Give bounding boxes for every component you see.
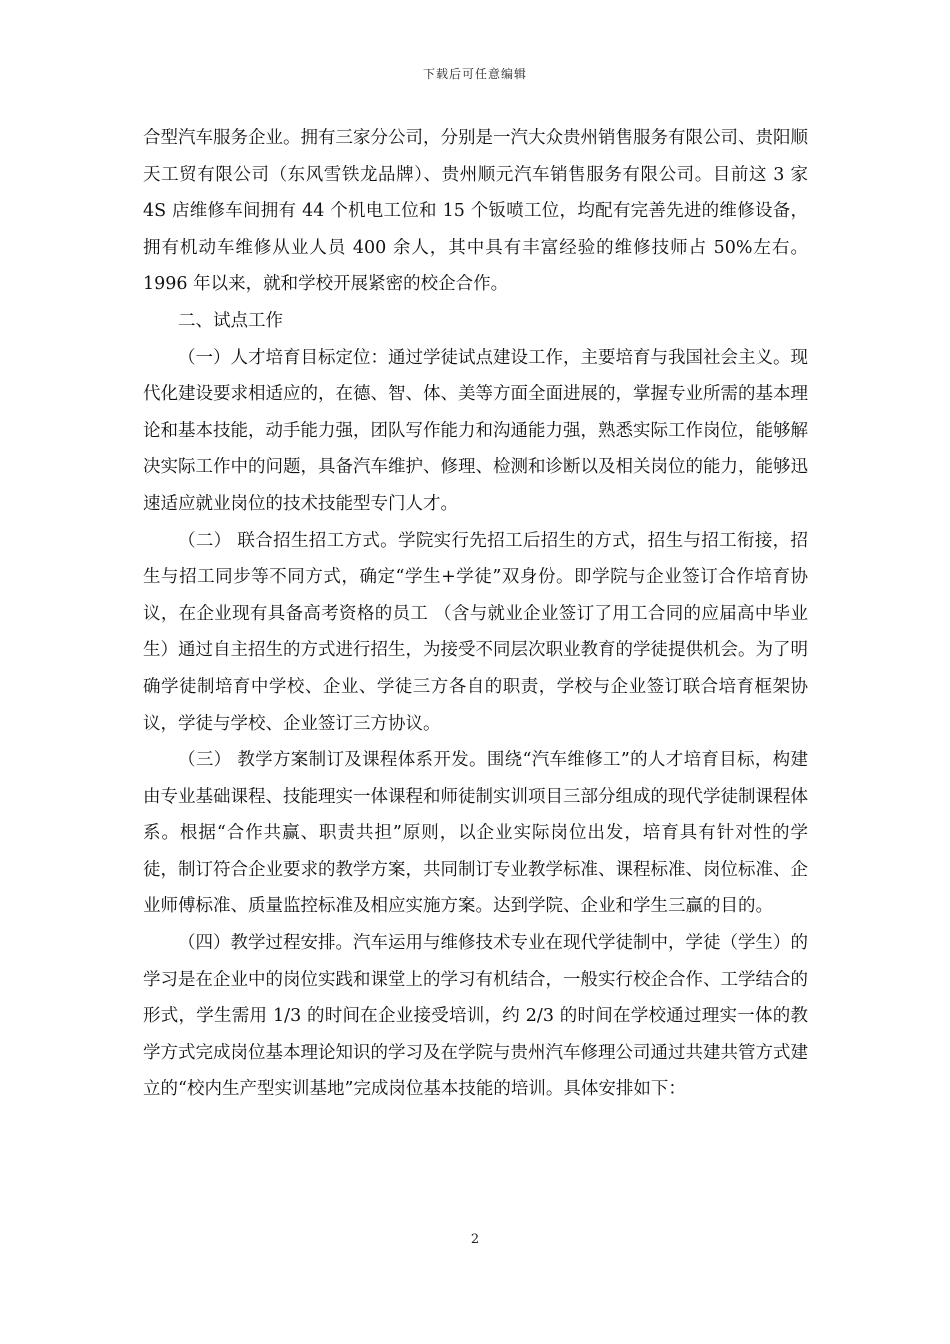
paragraph-training-goal: （一）人才培育目标定位：通过学徒试点建设工作，主要培育与我国社会主义。现代化建设要求相适应的，在德、智、体、美等方面全面进展的，掌握专业所需的基本理论和基本技能，动手能力强，团队写作能力和沟通能力强，熟悉实际工作岗位，能够解决实际工作中的问题，具备汽车维护、修理、检测和诊断以及相关岗位的能力，能够迅速适应就业岗位的技术技能型专门人才。	[143, 347, 808, 514]
paragraph-curriculum: （三） 教学方案制订及课程体系开发。围绕“汽车维修工”的人才培育目标，构建由专业基础课程、技能理实一体课程和师徒制实训项目三部分组成的现代学徒制课程体系。根据“合作共赢、职责共担”原则，以企业实际岗位出发，培育具有针对性的学徒，制订符合企业要求的教学方案，共同制订专业教学标准、课程标准、岗位标准、企业师傅标准、质量监控标准及相应实施方案。达到学院、企业和学生三赢的目的。	[143, 750, 808, 917]
page-number: 2	[470, 1232, 480, 1247]
section-heading-pilot-work: 二、试点工作	[178, 310, 283, 331]
paragraph-joint-enrollment: （二） 联合招生招工方式。学院实行先招工后招生的方式，招生与招工衔接，招生与招工同步等不同方式，确定“学生+学徒”双身份。即学院与企业签订合作培育协议，在企业现有具备高考资格的员工 （含与就业企业签订了用工合同的应届高中毕业生）通过自主招生的方式进行招生，为接受不同层次职业教育的学徒提供机会。为了明确学徒制培育中学校、企业、学徒三方各自的职责，学校与企业签订联合培育框架协议，学徒与学校、企业签订三方协议。	[143, 530, 808, 734]
paragraph-teaching-process: （四）教学过程安排。汽车运用与维修技术专业在现代学徒制中，学徒（学生）的学习是在企业中的岗位实践和课堂上的学习有机结合，一般实行校企合作、工学结合的形式，学生需用 1/3 的时间在企业接受培训，约 2/3 的时间在学校通过理实一体的教学方式完成岗位基本理论知识的学习及在学院与贵州汽车修理公司通过共建共管方式建立的“校内生产型实训基地”完成岗位基本技能的培训。具体安排如下：	[143, 933, 808, 1100]
document-body	[143, 120, 808, 1108]
paragraph-company-intro: 合型汽车服务企业。拥有三家分公司，分别是一汽大众贵州销售服务有限公司、贵阳顺天工贸有限公司（东风雪铁龙品牌）、贵州顺元汽车销售服务有限公司。目前这 3 家 4S 店维修车间拥有 44 个机电工位和 15 个钣喷工位，均配有完善先进的维修设备，拥有机动车维修从业人员 400 余人，其中具有丰富经验的维修技师占 50%左右。1996 年以来，就和学校开展紧密的校企合作。	[143, 128, 808, 295]
page-header: 下载后可任意编辑	[422, 67, 527, 81]
